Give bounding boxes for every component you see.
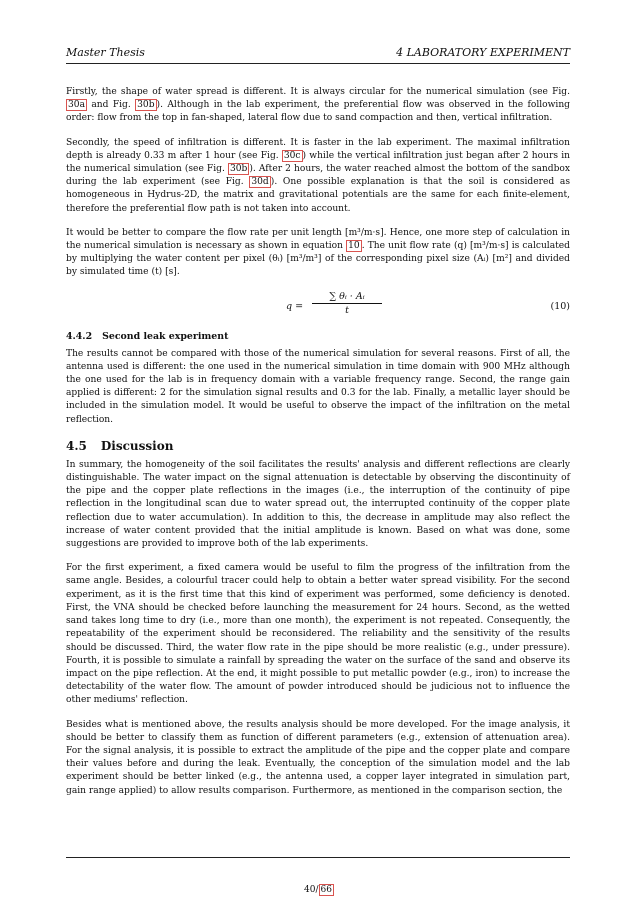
equation-numerator: ∑ θᵢ · Aᵢ [312, 291, 382, 304]
running-header [66, 46, 570, 62]
paragraph-second-leak: The results cannot be compared with those of the numerical simulation for several reasons. First of all, the antenna used is different: the one used in the numerical simulation in time domain with 900 MHz although the one used for the lab is in frequency domain with a variable frequency range. Second, the range gain applied is different: 2 for the simulation signal results and 0.3 for the lab. Finally, a metallic layer should be included in the simulation model. It would be useful to observe the impact of the infiltration on the metal reflection. [66, 348, 570, 425]
paragraph-summary: In summary, the homogeneity of the soil facilitates the results' analysis and different reflections are clearly distinguishable. The water impact on the signal attenuation is detectable by observing the discontinuity of the pipe and the copper plate reflections in the images (i.e., the interruption of the continuity of pipe reflection in the longitudinal scan due to water spread out, the interrupted continuity of the copper plate reflection due to water accumulation). In addition to this, the decrease in amplitude may also reflect the increase of water content provided that the initial amplitude is known. Based on what was done, some suggestions are provided to improve both of the lab experiments. [66, 459, 570, 550]
equation-fraction [312, 291, 382, 316]
fig-ref-30b[interactable]: 30b [137, 100, 155, 111]
equation-lhs: q = [286, 300, 304, 312]
fig-ref-30c[interactable]: 30c [283, 150, 301, 161]
paragraph-shape: Firstly, the shape of water spread is different. It is always circular for the numerical simulation (see Fig. 30a and Fig. 30b ). Although in the lab experiment, the preferential flow was observed in the following order: flow from the top in fan-shaped, lateral flow due to sand compaction and then, vertical infiltration. [66, 87, 570, 124]
total-pages-link[interactable]: 66 [320, 885, 332, 895]
fig-ref-30d[interactable]: 30d [251, 177, 269, 188]
header-chapter: 4 LABORATORY EXPERIMENT [396, 46, 570, 59]
paragraph-flow-rate: It would be better to compare the flow rate per unit length [m³/m·s]. Hence, one more step of calculation in the numerical simulation is necessary as shown in equation 10 . The unit flow rate (q) [m³/m·s] is calculated by multiplying the water content per pixel (θᵢ) [m³/m³] of the corresponding pixel size (Aᵢ) [m²] and divided by simulated time (t) [s]. [66, 227, 570, 278]
page-body [66, 86, 570, 809]
fig-ref-30b-2[interactable]: 30b [229, 164, 248, 175]
subsection-heading: 4.4.2 Second leak experiment [66, 330, 229, 342]
eq-ref-10[interactable]: 10 [348, 241, 360, 252]
fig-ref-30a[interactable]: 30a [68, 100, 85, 111]
page-number: 40/ 66 [304, 885, 332, 895]
paragraph-first-experiment: For the first experiment, a fixed camera would be useful to film the progress of the infiltration from the same angle. Besides, a colourful tracer could help to obtain a better water spread visibility. For the second experiment, as it is the first time that this kind of experiment was performed, some deficiency is denoted. First, the VNA should be checked before launching the measurement for 24 hours. Second, as the wetted sand takes long time to dry (i.e., more than one month), the experiment is not repeated. Consequently, the repeatability of the experiment should be reconsidered. The reliability and the sensitivity of the results should be discussed. Third, the water flow rate in the pipe should be more realistic (e.g., under pressure). Fourth, it is possible to simulate a rainfall by spreading the water on the surface of the sand and observe its impact on the pipe reflection. At the end, it might possible to put metallic powder (e.g., iron) to increase the detectability of the water flow. The amount of powder introduced should be judicious not to influence the other mediums' reflection. [66, 563, 570, 706]
equation-10 [66, 291, 570, 321]
paragraph-analysis: Besides what is mentioned above, the results analysis should be more developed. For the image analysis, it should be better to classify them as function of different parameters (e.g., extension of attenuation area). For the signal analysis, it is possible to extract the amplitude of the pipe and the copper plate and compare their values before and during the leak. Eventually, the conception of the simulation model and the lab experiment should be better linked (e.g., the antenna used, a copper layer integrated in simulation part, gain range applied) to allow results comparison. Furthermore, as mentioned in the comparison section, the [66, 719, 570, 796]
header-title: Master Thesis [66, 46, 145, 59]
equation-number: (10) [550, 300, 570, 312]
footer-rule [66, 857, 570, 858]
header-rule [66, 63, 570, 64]
equation-denominator: t [345, 304, 349, 316]
paragraph-speed: Secondly, the speed of infiltration is different. It is faster in the lab experiment. The maximal infiltration depth is already 0.33 m after 1 hour (see Fig. 30c ) while the vertical infiltration just began after 2 hours in the numerical simulation (see Fig. 30b ). After 2 hours, the water reached almost the bottom of the sandbox during the lab experiment (see Fig. 30d ). One possible explanation is that the soil is considered as homogeneous in Hydrus-2D, the matrix and gravitational potentials are the same for each finite-element, therefore the preferential flow path is not taken into account. [66, 137, 571, 214]
section-heading: 4.5 Discussion [66, 438, 174, 453]
